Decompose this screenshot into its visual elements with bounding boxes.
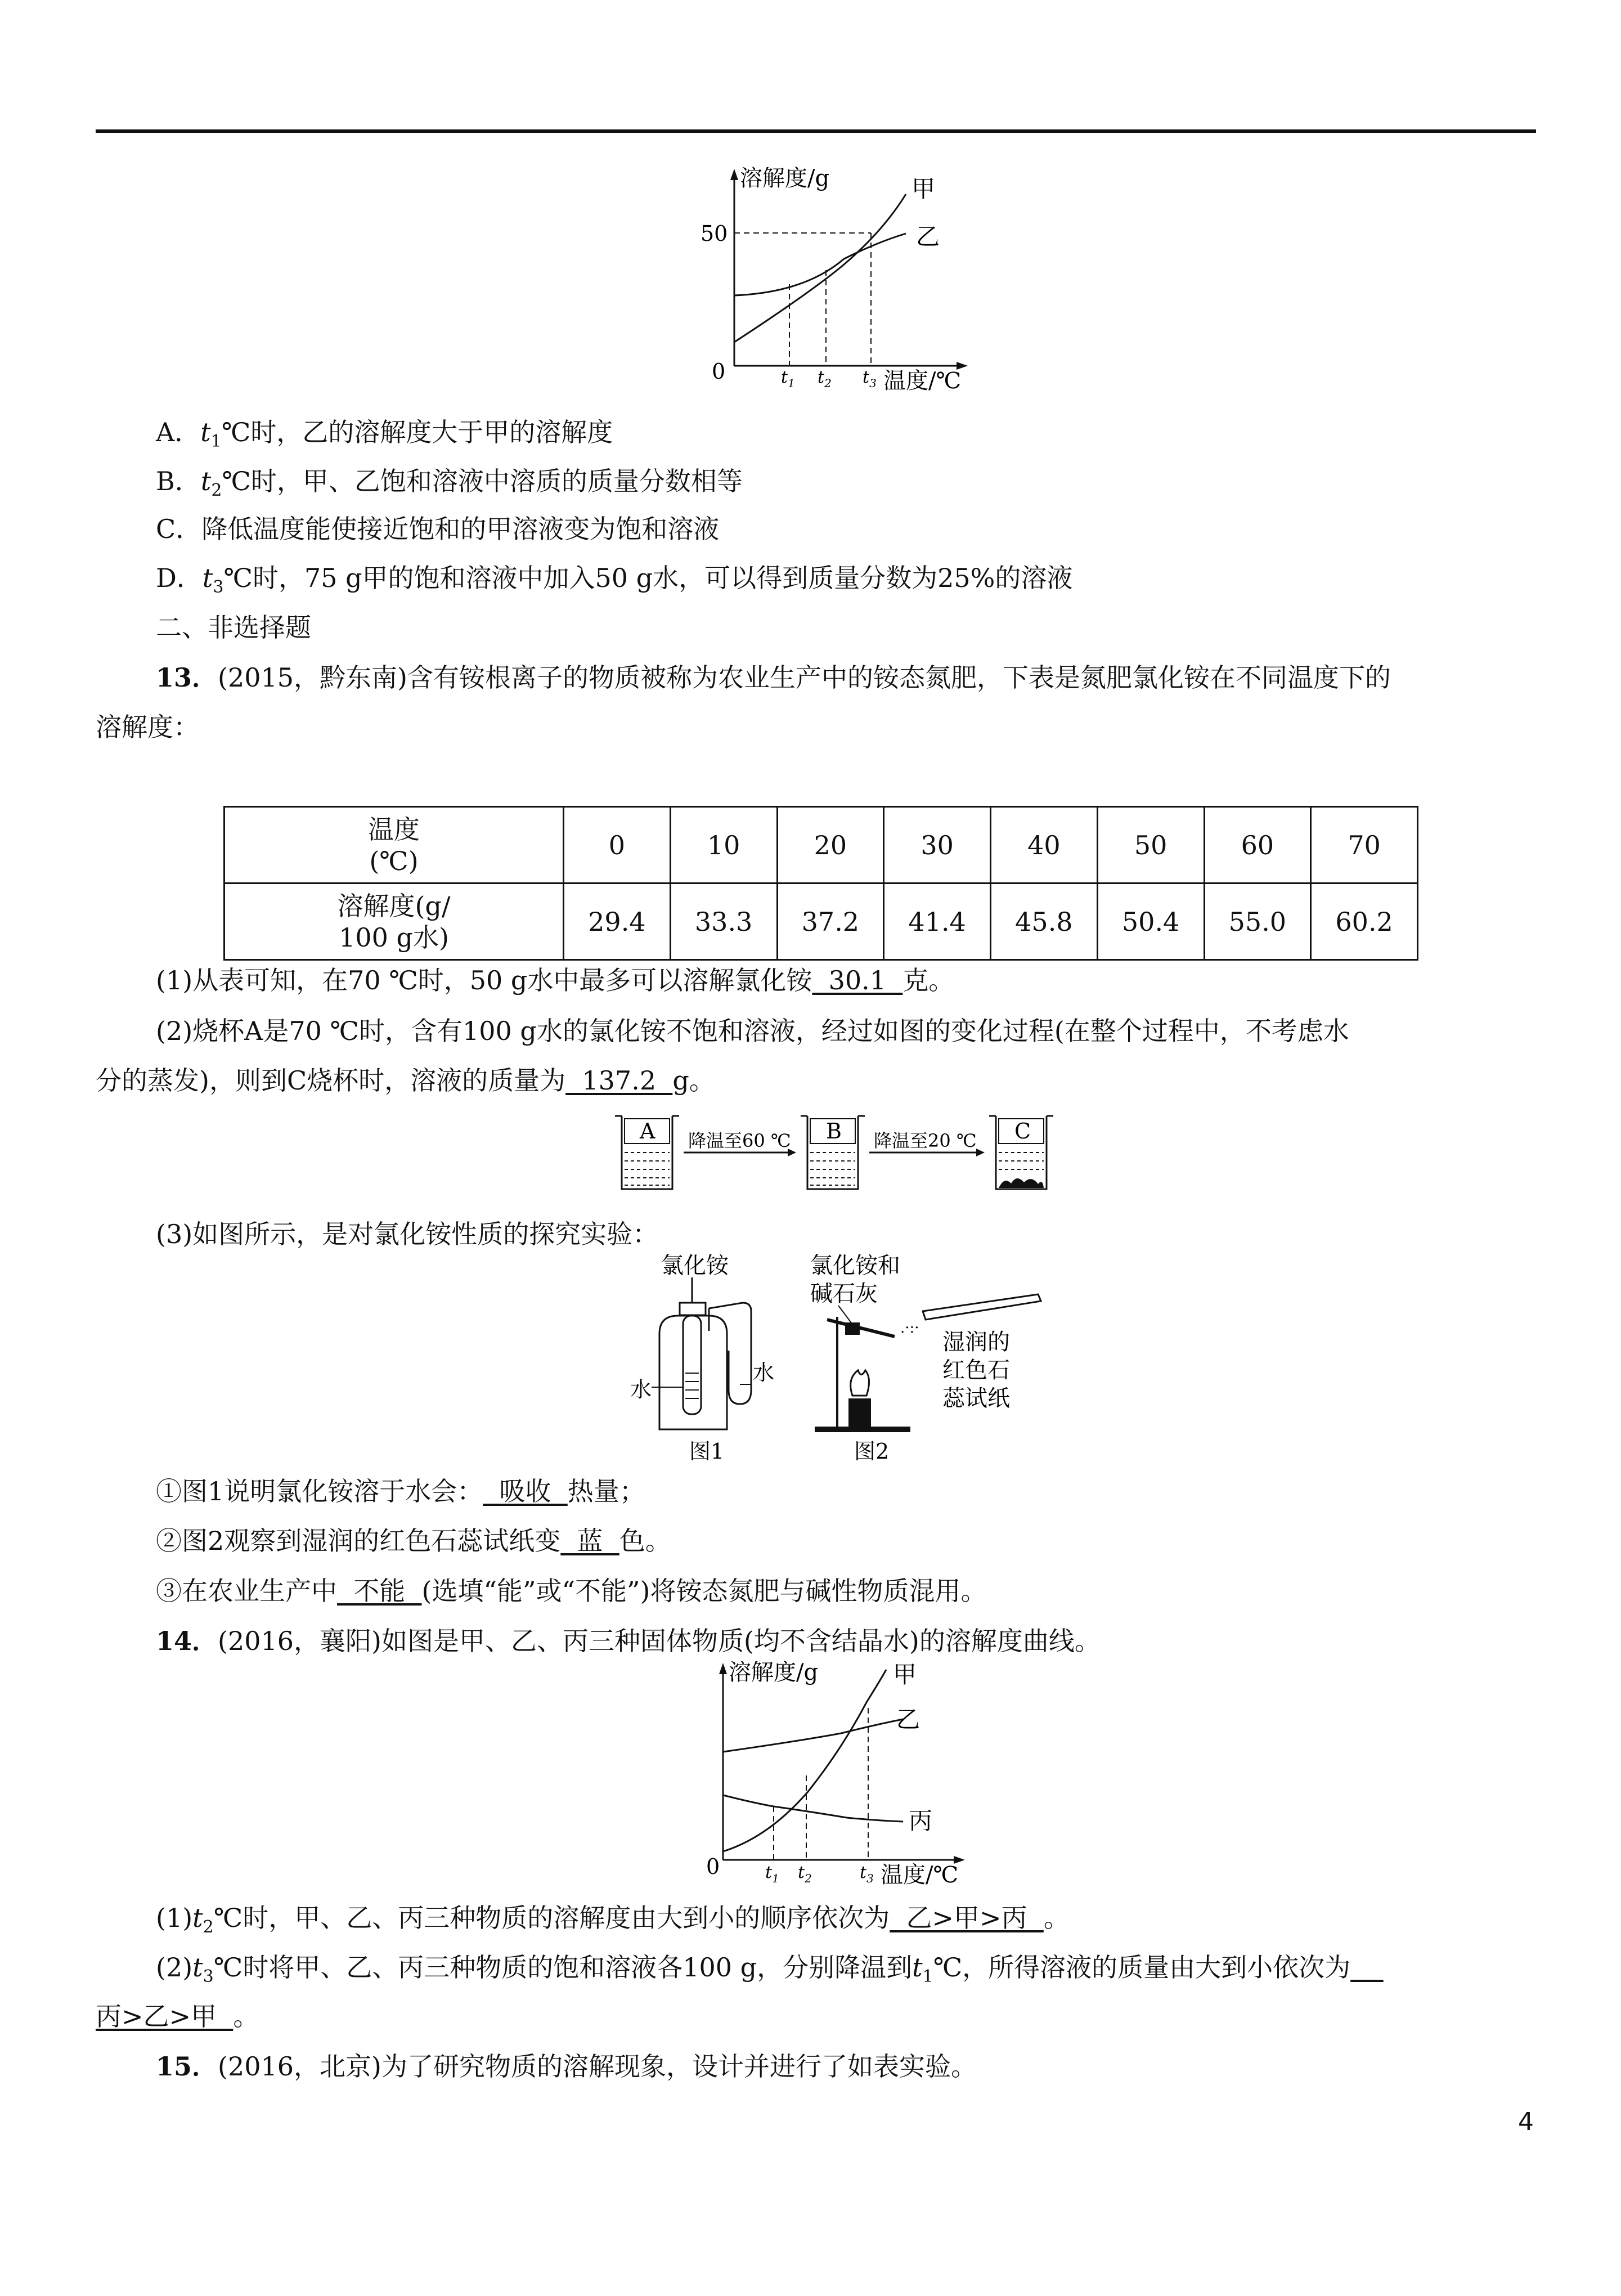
svg-text:t1: $t_1$ bbox=[765, 1863, 779, 1885]
label-jia: 甲 bbox=[893, 1661, 917, 1688]
q14-part1: $(1)t_2℃$时，甲、乙、丙三种物质的溶解度由大到小的顺序依次为 乙>甲>丙 。 bbox=[156, 1903, 1070, 1938]
table-cell: 40 bbox=[991, 807, 1098, 884]
temp-header: 温度 (℃) bbox=[224, 807, 564, 884]
q13-part1: (1)从表可知，在70 ℃时，50 g水中最多可以溶解氯化铵 30.1 克。 bbox=[156, 965, 955, 995]
page-number: 4 bbox=[1518, 2107, 1534, 2136]
solubility-chart-1 bbox=[675, 163, 990, 405]
table-cell: 60 bbox=[1204, 807, 1311, 884]
table-cell: 50 bbox=[1097, 807, 1204, 884]
curve-yi bbox=[723, 1719, 903, 1752]
fig2-paper-label-1: 湿润的 bbox=[942, 1329, 1010, 1355]
table-cell: 45.8 bbox=[991, 884, 1098, 960]
table-cell: 10 bbox=[670, 807, 777, 884]
svg-text:.·:·: .·:· bbox=[900, 1320, 919, 1337]
answer-blank: 蓝 bbox=[560, 1526, 619, 1556]
origin-label: 0 bbox=[706, 1854, 720, 1879]
fig1-caption: 图1 bbox=[689, 1439, 725, 1463]
table-cell: 0 bbox=[564, 807, 671, 884]
table-cell: 30 bbox=[884, 807, 991, 884]
beaker-a-label: A bbox=[640, 1119, 655, 1143]
q13-part2-line2: 分的蒸发)，则到C烧杯时，溶液的质量为 137.2 g。 bbox=[96, 1065, 715, 1096]
x-axis-label: 温度/℃ bbox=[883, 368, 962, 394]
q13-sub3: ③在农业生产中 不能 (选填“能”或“不能”)将铵态氮肥与碱性物质混用。 bbox=[156, 1576, 987, 1606]
table-cell: 20 bbox=[777, 807, 884, 884]
arrow1-label: 降温至60 ℃ bbox=[688, 1130, 791, 1151]
label-yi: 乙 bbox=[916, 223, 940, 250]
curve-bing bbox=[723, 1795, 903, 1822]
arrow2-label: 降温至20 ℃ bbox=[874, 1130, 977, 1151]
beaker-process-figure bbox=[610, 1107, 1083, 1198]
table-cell: 37.2 bbox=[777, 884, 884, 960]
q12-option-b: B．$t_2℃$时，甲、乙饱和溶液中溶质的质量分数相等 bbox=[156, 466, 743, 501]
fig1-water-label: 水 bbox=[630, 1377, 652, 1402]
svg-text:t1: $t_1$ bbox=[781, 367, 795, 390]
fig2-caption: 图2 bbox=[854, 1439, 890, 1463]
fig2-paper-label-3: 蕊试纸 bbox=[942, 1385, 1010, 1411]
label-jia: 甲 bbox=[911, 175, 936, 203]
answer-blank: 30.1 bbox=[812, 965, 903, 995]
solubility-header: 溶解度(g/ 100 g水) bbox=[224, 884, 564, 960]
curve-yi bbox=[734, 234, 906, 295]
q14-part2-line2: 丙>乙>甲 。 bbox=[96, 2001, 259, 2032]
y-axis-label: 溶解度/g bbox=[740, 165, 830, 191]
q13-stem-line2: 溶解度： bbox=[96, 712, 199, 742]
q13-sub2: ②图2观察到湿润的红色石蕊试纸变 蓝 色。 bbox=[156, 1526, 671, 1556]
table-cell: 33.3 bbox=[670, 884, 777, 960]
svg-text:t3: $t_3$ bbox=[860, 1863, 874, 1885]
table-cell: 60.2 bbox=[1311, 884, 1418, 960]
y-tick-50: 50 bbox=[701, 221, 728, 246]
table-cell: 29.4 bbox=[564, 884, 671, 960]
answer-blank: 乙>甲>丙 bbox=[890, 1903, 1044, 1933]
beaker-b-label: B bbox=[826, 1119, 842, 1143]
curve-jia bbox=[723, 1670, 886, 1851]
q13-part2-line1: (2)烧杯A是70 ℃时，含有100 g水的氯化铵不饱和溶液，经过如图的变化过程(在整个过程中，不考虑水 bbox=[156, 1016, 1349, 1046]
q12-option-a: A．$t_1℃$时，乙的溶解度大于甲的溶解度 bbox=[156, 417, 613, 452]
q13-stem-line1: 13．(2015，黔东南)含有铵根离子的物质被称为农业生产中的铵态氮肥，下表是氮肥氯化铵在不同温度下的 bbox=[156, 662, 1391, 693]
section-heading: 二、非选择题 bbox=[156, 612, 311, 643]
q12-option-d: D．$t_3℃$时，75 g甲的饱和溶液中加入50 g水，可以得到质量分数为25%的溶液 bbox=[156, 563, 1073, 598]
header-rule bbox=[96, 129, 1536, 133]
svg-text:t3: $t_3$ bbox=[863, 367, 877, 390]
q13-sub1: ①图1说明氯化铵溶于水会： 吸收 热量； bbox=[156, 1476, 645, 1506]
q14-part2-line1: $(2)t_3℃$时将甲、乙、丙三种物质的饱和溶液各100 g，分别降温到$t_1℃$，所得溶液的质量由大到小依次为 bbox=[156, 1950, 1384, 1994]
apparatus-figure bbox=[625, 1249, 1063, 1463]
svg-text:t2: $t_2$ bbox=[798, 1863, 812, 1885]
y-axis-label: 溶解度/g bbox=[729, 1660, 819, 1685]
beaker-c-label: C bbox=[1014, 1119, 1031, 1143]
table-cell: 55.0 bbox=[1204, 884, 1311, 960]
answer-blank: 不能 bbox=[337, 1576, 422, 1606]
label-yi: 乙 bbox=[896, 1706, 920, 1733]
table-cell: 41.4 bbox=[884, 884, 991, 960]
answer-blank: 吸收 bbox=[483, 1476, 568, 1506]
table-row bbox=[224, 807, 1418, 884]
solubility-chart-2 bbox=[672, 1657, 999, 1894]
answer-blank: 137.2 bbox=[565, 1065, 673, 1096]
q15-stem: 15．(2016，北京)为了研究物质的溶解现象，设计并进行了如表实验。 bbox=[156, 2051, 977, 2082]
label-bing: 丙 bbox=[909, 1807, 933, 1835]
q13-part3: (3)如图所示，是对氯化铵性质的探究实验： bbox=[156, 1219, 659, 1249]
fig2-mix-label-1: 氯化铵和 bbox=[810, 1253, 900, 1279]
table-cell: 50.4 bbox=[1097, 884, 1204, 960]
solubility-table bbox=[223, 806, 1418, 961]
table-cell: 70 bbox=[1311, 807, 1418, 884]
x-axis-label: 温度/℃ bbox=[881, 1862, 959, 1888]
fig2-paper-label-2: 红色石 bbox=[942, 1357, 1010, 1383]
q12-option-c: C．降低温度能使接近饱和的甲溶液变为饱和溶液 bbox=[156, 514, 720, 544]
origin-label: 0 bbox=[712, 359, 726, 384]
fig2-mix-label-2: 碱石灰 bbox=[810, 1281, 878, 1307]
answer-blank bbox=[1350, 1952, 1384, 1983]
curve-jia bbox=[734, 194, 906, 342]
q14-stem: 14．(2016，襄阳)如图是甲、乙、丙三种固体物质(均不含结晶水)的溶解度曲线。 bbox=[156, 1626, 1101, 1656]
fig1-nh4cl-label: 氯化铵 bbox=[661, 1253, 729, 1279]
answer-blank: 丙>乙>甲 bbox=[96, 2001, 234, 2032]
svg-text:t2: $t_2$ bbox=[818, 367, 832, 390]
table-row bbox=[224, 884, 1418, 960]
fig1-water-label-2: 水 bbox=[753, 1360, 775, 1385]
